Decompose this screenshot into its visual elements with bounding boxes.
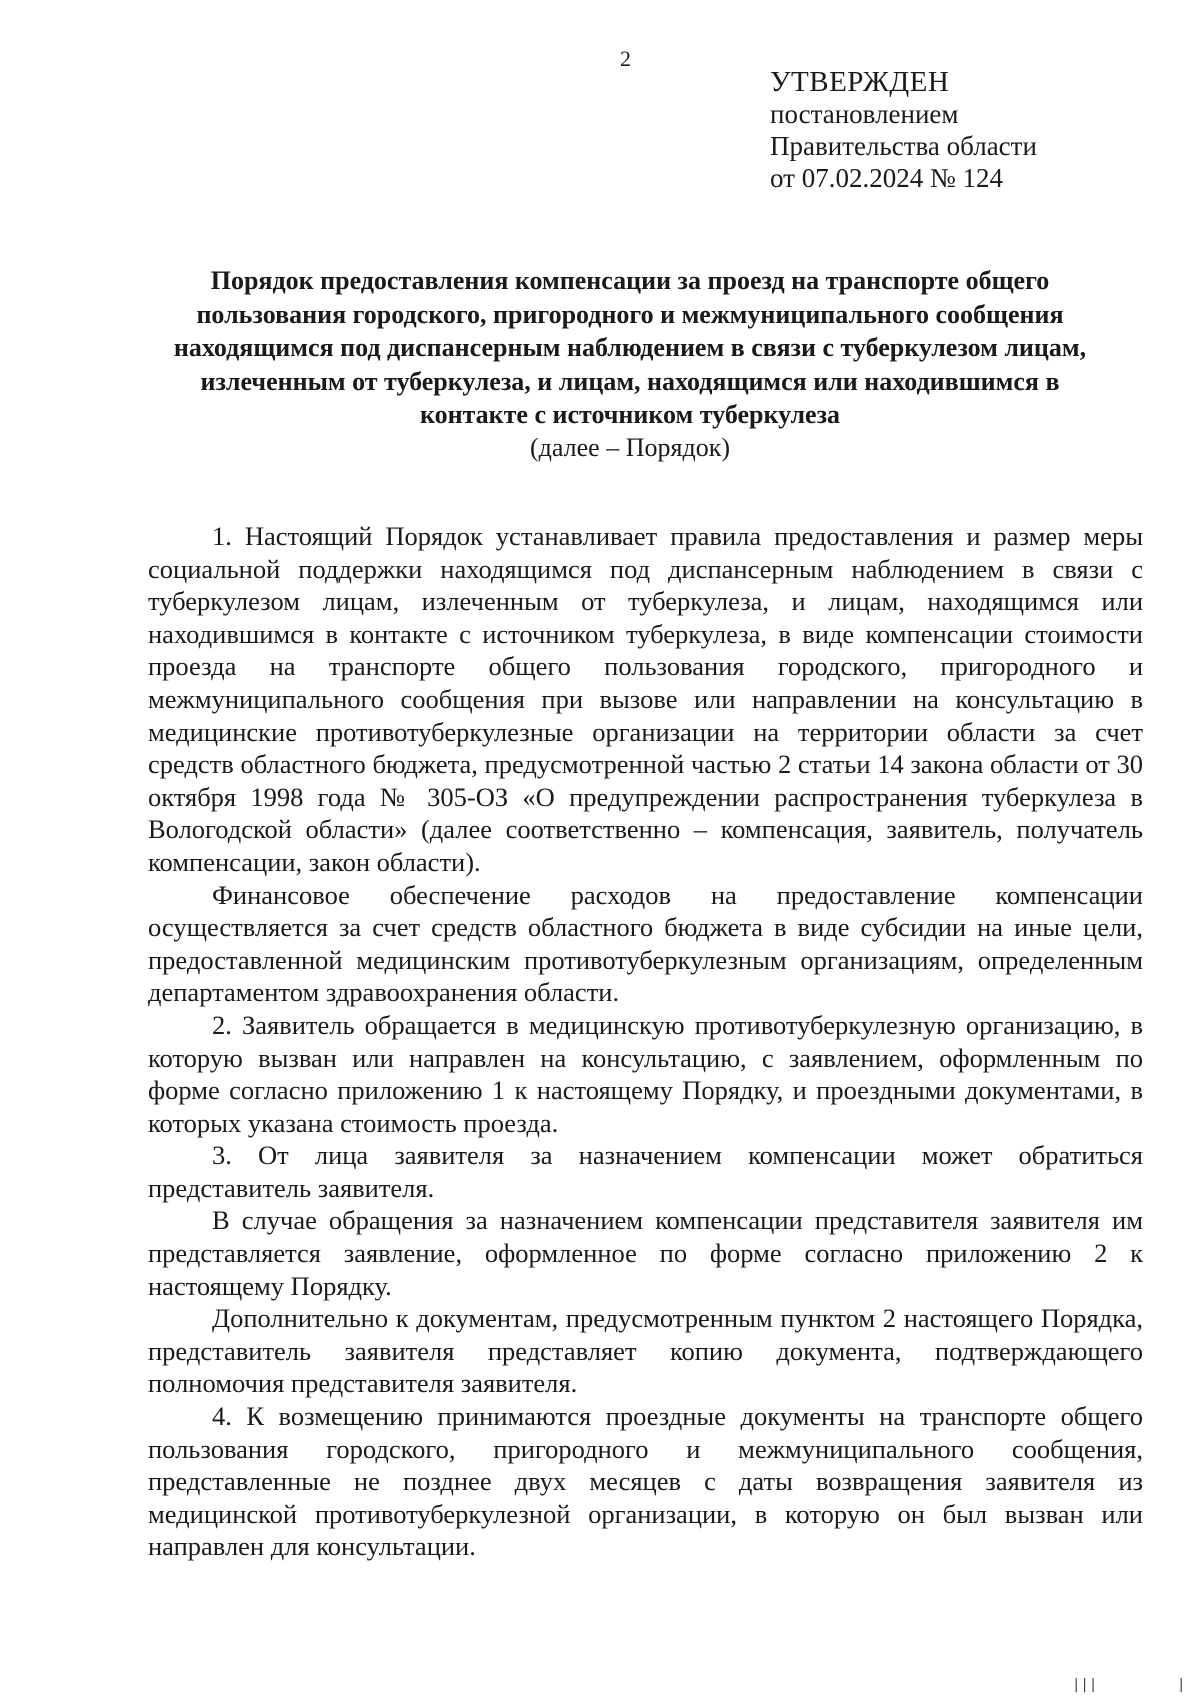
paragraph-1: 1. Настоящий Порядок устанавливает правила предоставления и размер меры социальной поддержки находящимся под диспансерным наблюдением в связи с туберкулезом лицам, излеченным от туберкулеза, и лицам, находящимся или находившимся в контакте с источником туберкулеза, в виде компенсации стоимости проезда на транспорте общего пользования городского, пригородного и межмуниципального сообщения при вызове или направлении на консультацию в медицинские противотуберкулезные организации на территории области за счет средств областного бюджета, предусмотренной частью 2 статьи 14 закона области от 30 октября 1998 года № 305-ОЗ «О предупреждении распространения туберкулеза в Вологодской области» (далее соответственно – компенсация, заявитель, получатель компенсации, закон области). (148, 521, 1143, 877)
scan-mark-left: ||| (1072, 1677, 1098, 1693)
approval-stamp (770, 66, 1037, 194)
approval-heading: УТВЕРЖДЕН (770, 66, 950, 98)
document-body (148, 520, 1143, 1563)
paragraph-2: Финансовое обеспечение расходов на предоставление компенсации осуществляется за счет средств областного бюджета в виде субсидии на иные цели, предоставленной медицинским противотуберкулезным организациям, определенным департаментом здравоохранения области. (148, 879, 1143, 1008)
document-title: Порядок предоставления компенсации за проезд на транспорте общего пользования городского, пригородного и межмуниципального сообщения находящимся под диспансерным наблюдением в связи с туберкулезом лицам, излеченным от туберкулеза, и лицам, находящимся или находившимся в контакте с источником туберкулеза (173, 266, 1087, 429)
paragraph-5: В случае обращения за назначением компенсации представителя заявителя им представляется заявление, оформленное по форме согласно приложению 2 к настоящему Порядку. (148, 1205, 1143, 1301)
scan-mark-right: | (1177, 1677, 1186, 1693)
paragraph-7: 4. К возмещению принимаются проездные документы на транспорте общего пользования городского, пригородного и межмуниципального сообщения, представленные не позднее двух месяцев с даты возвращения заявителя из медицинской противотуберкулезной организации, в которую он был вызван или направлен для консультации. (148, 1401, 1143, 1562)
approval-line-3: от 07.02.2024 № 124 (770, 163, 1003, 193)
scan-marks (1072, 1677, 1186, 1693)
document-subtitle: (далее – Порядок) (530, 433, 730, 462)
page-number: 2 (620, 46, 631, 71)
paragraph-4: 3. От лица заявителя за назначением компенсации может обратиться представитель заявителя. (148, 1140, 1143, 1203)
approval-line-2: Правительства области (770, 131, 1037, 161)
paragraph-3: 2. Заявитель обращается в медицинскую противотуберкулезную организацию, в которую вызван или направлен на консультацию, с заявлением, оформленным по форме согласно приложению 1 к настоящему Порядку, и проездными документами, в которых указана стоимость проезда. (148, 1009, 1143, 1138)
paragraph-6: Дополнительно к документам, предусмотренным пунктом 2 настоящего Порядка, представитель заявителя представляет копию документа, подтверждающего полномочия представителя заявителя. (148, 1303, 1143, 1399)
approval-line-1: постановлением (770, 99, 959, 129)
